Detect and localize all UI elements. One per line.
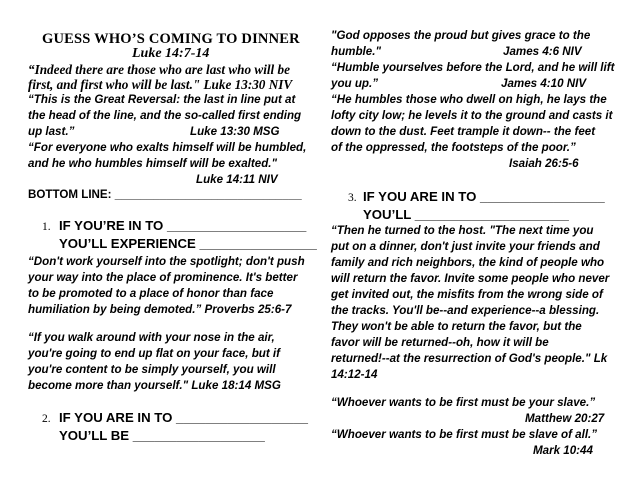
quote-ref: Matthew 20:27 <box>525 412 605 425</box>
quote-line: They won't be able to return the favor, but the <box>331 320 582 333</box>
point-number: 1. <box>42 221 51 233</box>
quote-ref: Luke 13:30 MSG <box>190 125 280 138</box>
quote-proverbs-25 <box>28 254 305 318</box>
quote-line: “For everyone who exalts himself will be humbled, <box>28 141 307 154</box>
quote-line: favor will be returned--oh, how it will be <box>331 336 549 349</box>
quote-line: get invited out, the misfits from the wrong side of <box>331 288 603 301</box>
quote-ref: James 4:10 NIV <box>501 77 587 90</box>
quote-ref: Isaiah 26:5-6 <box>509 157 579 170</box>
quote-line: humble." <box>331 45 381 58</box>
quote-line: put on a dinner, don't just invite your friends and <box>331 240 600 253</box>
quote-line: down to the dust. Feet trample it down-- the feet <box>331 125 596 138</box>
quote-line: “If you walk around with your nose in the air, <box>28 331 275 344</box>
quote-line: first, and first who will be last." Luke 13:30 NIV <box>28 77 293 92</box>
quote-line: humiliation by being demoted.” Proverbs 25:6-7 <box>28 303 292 316</box>
quote-line: become more than yourself." Luke 18:14 MSG <box>28 379 281 392</box>
quote-line: “Then he turned to the host. "The next time you <box>331 224 594 237</box>
quote-line: to be promoted to a place of honor than face <box>28 287 274 300</box>
point-2-line-1: IF YOU ARE IN TO __________________ <box>59 410 309 425</box>
point-number: 3. <box>348 192 357 204</box>
quote-matthew-20-27: “Whoever wants to be first must be your slave.” <box>331 396 596 409</box>
quote-line: "God opposes the proud but gives grace to the <box>331 29 591 42</box>
quote-line: 14:12-14 <box>331 368 378 381</box>
point-2-line-2: YOU’LL BE __________________ <box>59 428 265 443</box>
quote-line: “Don't work yourself into the spotlight; don't push <box>28 255 305 268</box>
quote-line: “Indeed there are those who are last who will be <box>28 62 290 77</box>
quote-ref: Mark 10:44 <box>533 444 593 457</box>
page-title: GUESS WHO’S COMING TO DINNER <box>42 31 300 47</box>
point-3-line-2: YOU’LL _____________________ <box>363 207 569 222</box>
quote-line: returned!--at the resurrection of God's people." Lk <box>331 352 608 365</box>
point-number: 2. <box>42 413 51 425</box>
bottom-line-blank: BOTTOM LINE: _____________________________ <box>28 188 302 201</box>
point-1-line-1: IF YOU’RE IN TO ___________________ <box>59 218 307 233</box>
quote-line: you up.” <box>331 77 379 90</box>
quote-isaiah-26 <box>331 92 613 156</box>
quote-line: “This is the Great Reversal: the last in line put at <box>28 93 296 106</box>
quote-luke-13-30-niv <box>28 62 292 92</box>
quote-line: the tracks. You'll be--and experience--a blessing. <box>331 304 600 317</box>
quote-line: family and rich neighbors, the kind of people who <box>331 256 605 269</box>
point-3-line-1: IF YOU ARE IN TO _________________ <box>363 189 605 204</box>
quote-line: you're content to be simply yourself, you will <box>28 363 276 376</box>
quote-line: “Humble yourselves before the Lord, and he will lift <box>331 61 615 74</box>
quote-line: you're going to end up flat on your face, but if <box>28 347 281 360</box>
quote-luke-14-11 <box>28 140 306 172</box>
quote-line: “He humbles those who dwell on high, he lays the <box>331 93 607 106</box>
title-scripture-ref: Luke 14:7-14 <box>132 46 210 61</box>
quote-ref: James 4:6 NIV <box>503 45 582 58</box>
quote-line: will return the favor. Invite some people who never <box>331 272 610 285</box>
quote-luke-18-14 <box>28 330 281 394</box>
quote-line: of the oppressed, the footsteps of the poor.” <box>331 141 576 154</box>
quote-mark-10-44: “Whoever wants to be first must be slave of all.” <box>331 428 598 441</box>
quote-luke-14-12 <box>331 223 609 383</box>
quote-line: up last.” <box>28 125 75 138</box>
quote-line: the head of the line, and the so-called first ending <box>28 109 302 122</box>
quote-line: and he who humbles himself will be exalted." <box>28 157 278 170</box>
point-1-line-2: YOU’LL EXPERIENCE ________________ <box>59 236 317 251</box>
quote-line: your way into the place of prominence. It's better <box>28 271 298 284</box>
quote-line: lofty city low; he levels it to the ground and casts it <box>331 109 613 122</box>
quote-ref: Luke 14:11 NIV <box>196 173 278 186</box>
